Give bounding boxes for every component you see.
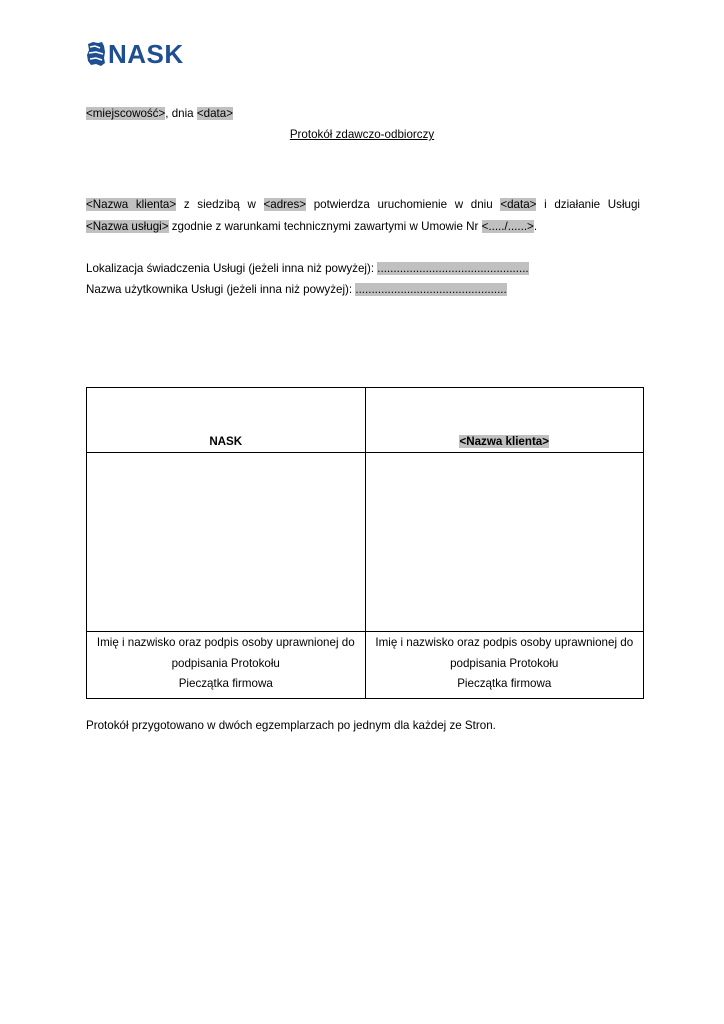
user-line	[86, 283, 507, 296]
service-placeholder: <Nazwa usługi>	[86, 220, 169, 233]
body-text: potwierdza uruchomienie w dniu	[306, 198, 501, 211]
caption-line: podpisania Protokołu	[450, 656, 559, 670]
location-label: Lokalizacja świadczenia Usługi (jeżeli inna niż powyżej):	[86, 262, 378, 275]
nask-logo	[86, 40, 184, 68]
closing-note: Protokół przygotowano w dwóch egzemplarzach po jednym dla każdej ze Stron.	[86, 719, 496, 732]
nask-signature-space	[87, 453, 366, 632]
logo-text: NASK	[108, 39, 184, 69]
location-value: ...............................................	[377, 262, 529, 275]
date-separator: , dnia	[165, 107, 197, 120]
client-header-text: <Nazwa klienta>	[459, 435, 550, 448]
nask-signature-caption	[87, 632, 366, 699]
user-label: Nazwa użytkownika Usługi (jeżeli inna niż powyżej):	[86, 283, 356, 296]
caption-line: podpisania Protokołu	[171, 656, 280, 670]
date-placeholder: <data>	[196, 107, 233, 120]
body-text: i działanie Usługi	[536, 198, 640, 211]
page-title: Protokół zdawczo-odbiorczy	[289, 128, 435, 141]
place-placeholder: <miejscowość>	[86, 107, 166, 120]
poland-map-icon	[86, 41, 106, 67]
body-line-2	[86, 216, 640, 238]
caption-line: Pieczątka firmowa	[457, 677, 552, 690]
user-value: ...............................................	[355, 283, 507, 296]
contract-placeholder: <...../......>	[481, 220, 534, 233]
date-placeholder-body: <data>	[500, 198, 537, 211]
place-date-line	[86, 107, 233, 120]
nask-header-text: NASK	[209, 435, 243, 448]
caption-line: Imię i nazwisko oraz podpis osoby uprawnionej do	[96, 636, 355, 649]
nask-header	[87, 388, 366, 453]
client-header	[365, 388, 644, 453]
body-text: zgodnie z warunkami technicznymi zawartymi w Umowie Nr	[168, 220, 482, 233]
caption-line: Pieczątka firmowa	[178, 677, 273, 690]
address-placeholder: <adres>	[263, 198, 307, 211]
body-text: .	[533, 220, 538, 233]
client-signature-space	[365, 453, 644, 632]
location-line	[86, 262, 529, 275]
client-placeholder: <Nazwa klienta>	[86, 198, 177, 211]
body-text: z siedzibą w	[176, 198, 264, 211]
body-line-1	[86, 194, 640, 216]
signature-table	[86, 387, 644, 699]
client-signature-caption	[365, 632, 644, 699]
caption-line: Imię i nazwisko oraz podpis osoby uprawnionej do	[375, 636, 634, 649]
